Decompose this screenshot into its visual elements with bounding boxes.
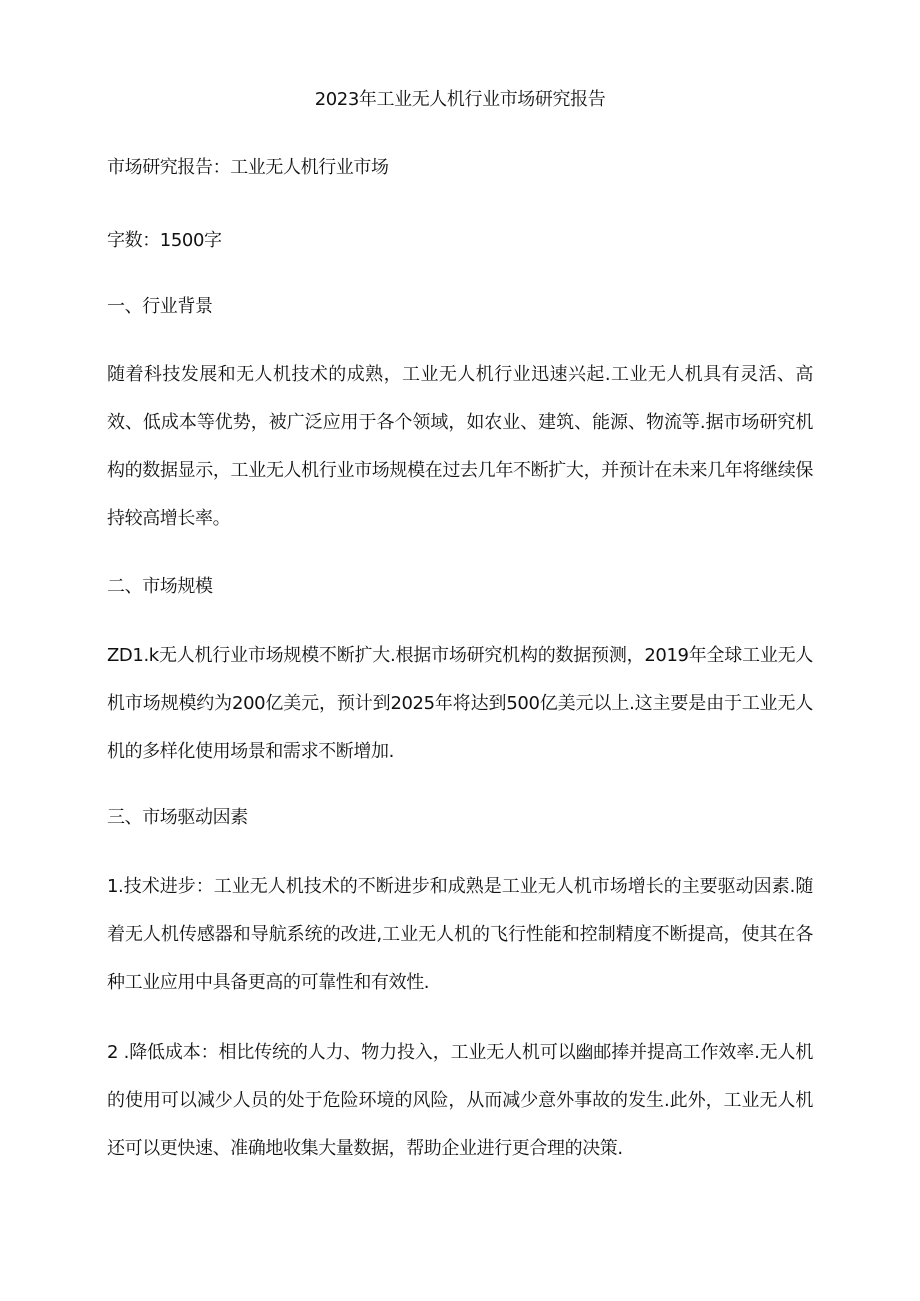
paragraph-background: 随着科技发展和无人机技术的成熟，工业无人机行业迅速兴起.工业无人机具有灵活、高效、低成本等优势，被广泛应用于各个领域，如农业、建筑、能源、物流等.据市场研究机构的数据显示，工业无人机行业市场规模在过去几年不断扩大，并预计在未来几年将继续保持较高增长率。 [107,364,813,529]
section-heading-market-size: 二、市场规模 [107,576,213,597]
paragraph-driver-cost: 2 .降低成本：相比传统的人力、物力投入，工业无人机可以幽邮捧并提高工作效率.无人机的使用可以减少人员的处于危险环境的风险，从而减少意外事故的发生.此外，工业无人机还可以更快速、准确地收集大量数据，帮助企业进行更合理的决策. [107,1042,813,1159]
document-subtitle: 市场研究报告：工业无人机行业市场 [107,157,389,178]
word-count: 字数：1500字 [107,230,222,251]
paragraph-driver-technology: 1.技术进步：工业无人机技术的不断进步和成熟是工业无人机市场增长的主要驱动因素.随着无人机传感器和导航系统的改进,工业无人机的飞行性能和控制精度不断提高，使其在各种工业应用中具备更高的可靠性和有效性. [107,876,813,993]
document-title: 2023年工业无人机行业市场研究报告 [314,89,606,110]
section-heading-drivers: 三、市场驱动因素 [107,807,248,828]
paragraph-market-size: ZD1.k无人机行业市场规模不断扩大.根据市场研究机构的数据预测，2019年全球工业无人机市场规模约为200亿美元，预计到2025年将达到500亿美元以上.这主要是由于工业无人机的多样化使用场景和需求不断增加. [107,645,813,762]
section-heading-background: 一、行业背景 [107,296,213,317]
